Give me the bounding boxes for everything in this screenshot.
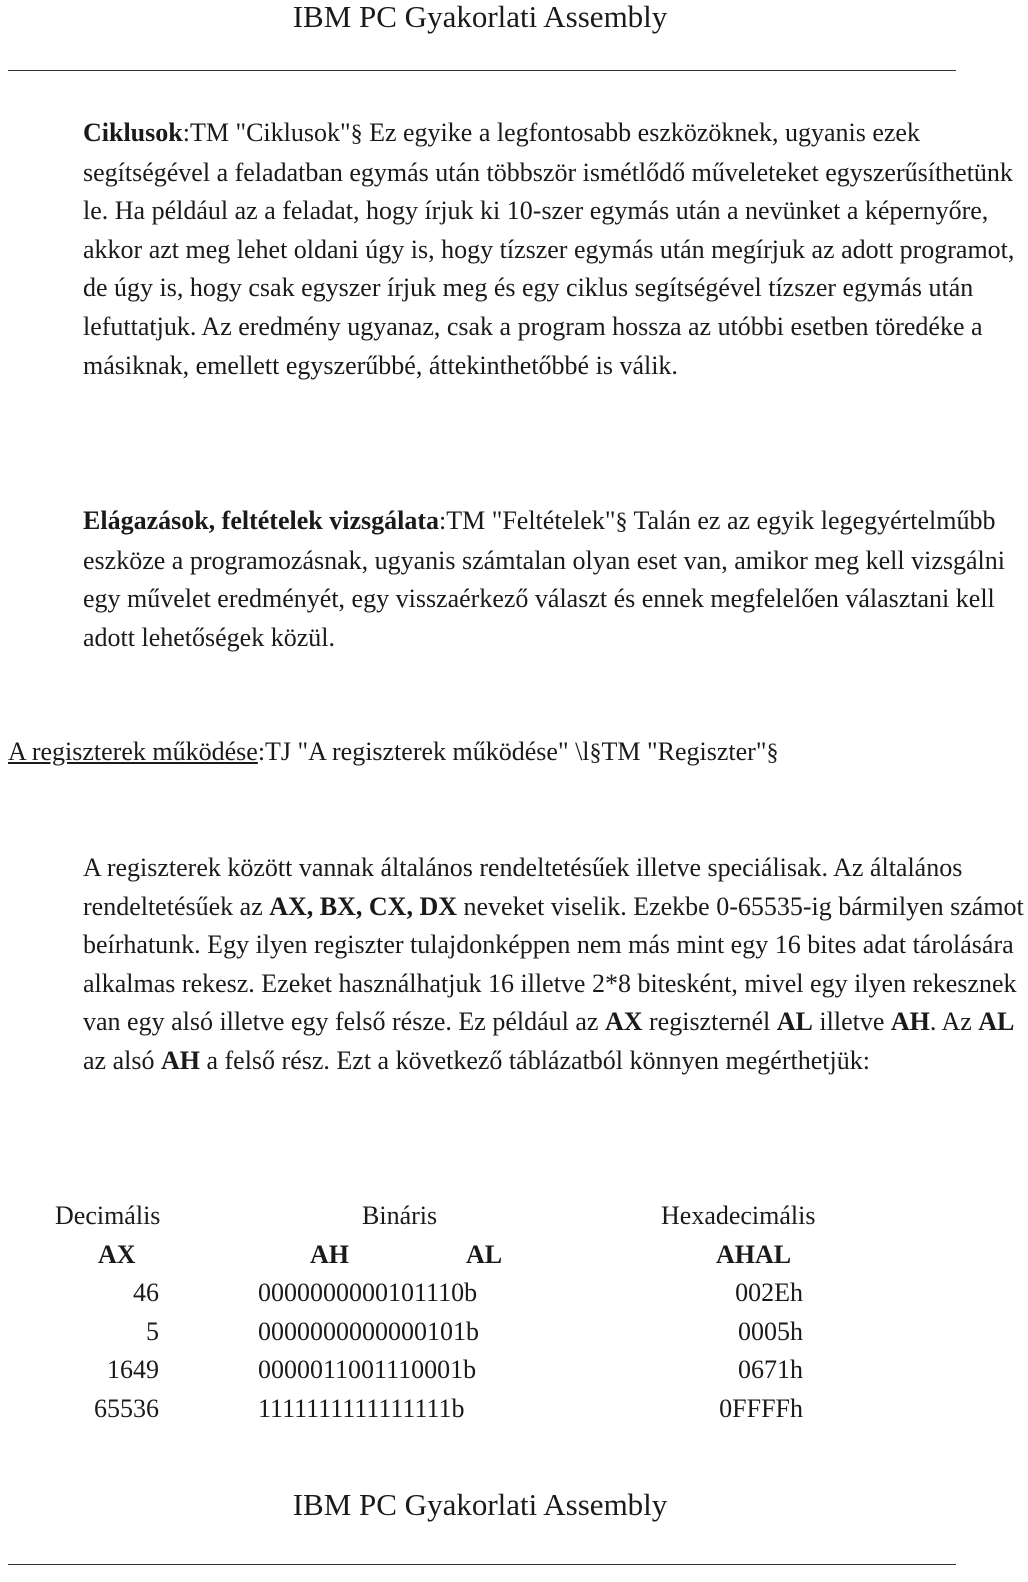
cell-binary: 0000000000101110b [258, 1278, 478, 1308]
page-footer-title: IBM PC Gyakorlati Assembly [292, 1487, 668, 1522]
cell-decimal: 46 [133, 1278, 159, 1308]
heading-regiszterek: A regiszterek működése [8, 737, 258, 766]
column-header-binary: Bináris [362, 1201, 438, 1230]
page-header-title: IBM PC Gyakorlati Assembly [292, 0, 668, 34]
register-name: AH [890, 1007, 930, 1037]
table-row [0, 1313, 960, 1352]
field-code: :TM "Feltételek" [439, 506, 616, 535]
column-header-hex: Hexadecimális [661, 1201, 816, 1230]
field-code: :TM "Ciklusok" [182, 118, 351, 147]
register-names: AX, BX, CX, DX [269, 891, 458, 921]
table-header-row [0, 1197, 960, 1236]
paragraph-text: A regiszterek között vannak általános rendeltetésűek illetve speciálisak. Az általános rendeltetésűek az [83, 853, 963, 921]
section-mark-icon: § [615, 509, 628, 535]
cell-hex: 0671h [738, 1355, 803, 1385]
column-header-decimal: Decimális [55, 1201, 161, 1230]
paragraph-text: illetve [812, 1007, 891, 1037]
paragraph-text: neveket viselik. Ezekbe 0-65535-ig bármilyen számot beírhatunk. Egy ilyen regiszter tulajdonképpen nem más mint egy 16 bites adat tárolására alkalmas rekesz. Ezeket használhatjuk 16 illetve 2*8 bitesként, mivel egy ilyen rekesznek van egy alsó illetve egy felső része. Ez például az [83, 891, 1024, 1037]
footer-divider [8, 1564, 956, 1565]
cell-decimal: 65536 [94, 1393, 159, 1423]
paragraph-ciklusok [8, 114, 1028, 385]
paragraph-text: . Az [929, 1007, 979, 1037]
cell-hex: 002Eh [735, 1278, 803, 1308]
cell-binary: 0000000000000101b [258, 1316, 479, 1346]
table-row [0, 1274, 960, 1313]
register-name: AH [160, 1045, 200, 1075]
paragraph-elagazasok [8, 502, 1028, 657]
heading-ciklusok: Ciklusok [83, 118, 183, 147]
heading-elagazasok: Elágazások, feltételek vizsgálata [83, 506, 439, 535]
paragraph-text: regiszternél [642, 1007, 777, 1037]
paragraph-text: a felső rész. Ezt a következő táblázatból könnyen megérthetjük: [199, 1045, 870, 1075]
paragraph-text: az alsó [83, 1045, 161, 1075]
paragraph-regiszterek [8, 849, 1028, 1081]
cell-decimal: 5 [146, 1316, 159, 1346]
paragraph-text: Ez egyike a legfontosabb eszközöknek, ugyanis ezek segítségével a feladatban egymás után többször ismétlődő műveleteket egyszerűsíthetünk le. Ha például az a feladat, hogy írjuk ki 10-szer egymás után a nevünket a képernyőre, akkor azt meg lehet oldani úgy is, hogy tízszer egymás után megírjuk az adott programot, de úgy is, hogy csak egyszer írjuk meg és egy ciklus segítségével tízszer egymás után lefuttatjuk. Az eredmény ugyanaz, csak a program hossza az utóbbi esetben töredéke a másiknak, emellett egyszerűbbé, áttekinthetőbbé is válik. [83, 118, 1015, 380]
cell-hex: 0005h [738, 1316, 803, 1346]
table-row [0, 1390, 960, 1429]
register-name: AL [978, 1007, 1015, 1037]
cell-hex: 0FFFFh [719, 1393, 803, 1423]
paragraph-text: Talán ez az egyik legegyértelműbb eszköze a programozásnak, ugyanis számtalan olyan eset van, amikor meg kell vizsgálni egy művelet eredményét, egy visszaérkező választ és ennek megfelelően választani kell adott lehetőségek közül. [83, 506, 1005, 652]
register-name: AL [776, 1007, 813, 1037]
section-mark-icon: § [589, 740, 602, 766]
field-code: TM "Regiszter" [601, 737, 767, 766]
section-mark-icon: § [766, 740, 779, 766]
cell-binary: 0000011001110001b [258, 1355, 477, 1385]
header-divider [8, 70, 956, 71]
table-row [0, 1351, 960, 1390]
section-mark-icon: § [350, 121, 363, 147]
paragraph-regiszterek-heading [8, 733, 953, 773]
field-code: :TJ "A regiszterek működése" \l [257, 737, 590, 766]
cell-binary: 1111111111111111b [258, 1393, 465, 1423]
subheader-al: AL [466, 1239, 503, 1269]
subheader-ahal: AHAL [716, 1239, 792, 1269]
table-subheader-row [0, 1236, 960, 1275]
cell-decimal: 1649 [107, 1355, 159, 1385]
subheader-ah: AH [310, 1239, 349, 1269]
register-name: AX [604, 1007, 643, 1037]
subheader-ax: AX [98, 1239, 136, 1269]
register-table [0, 1197, 960, 1429]
